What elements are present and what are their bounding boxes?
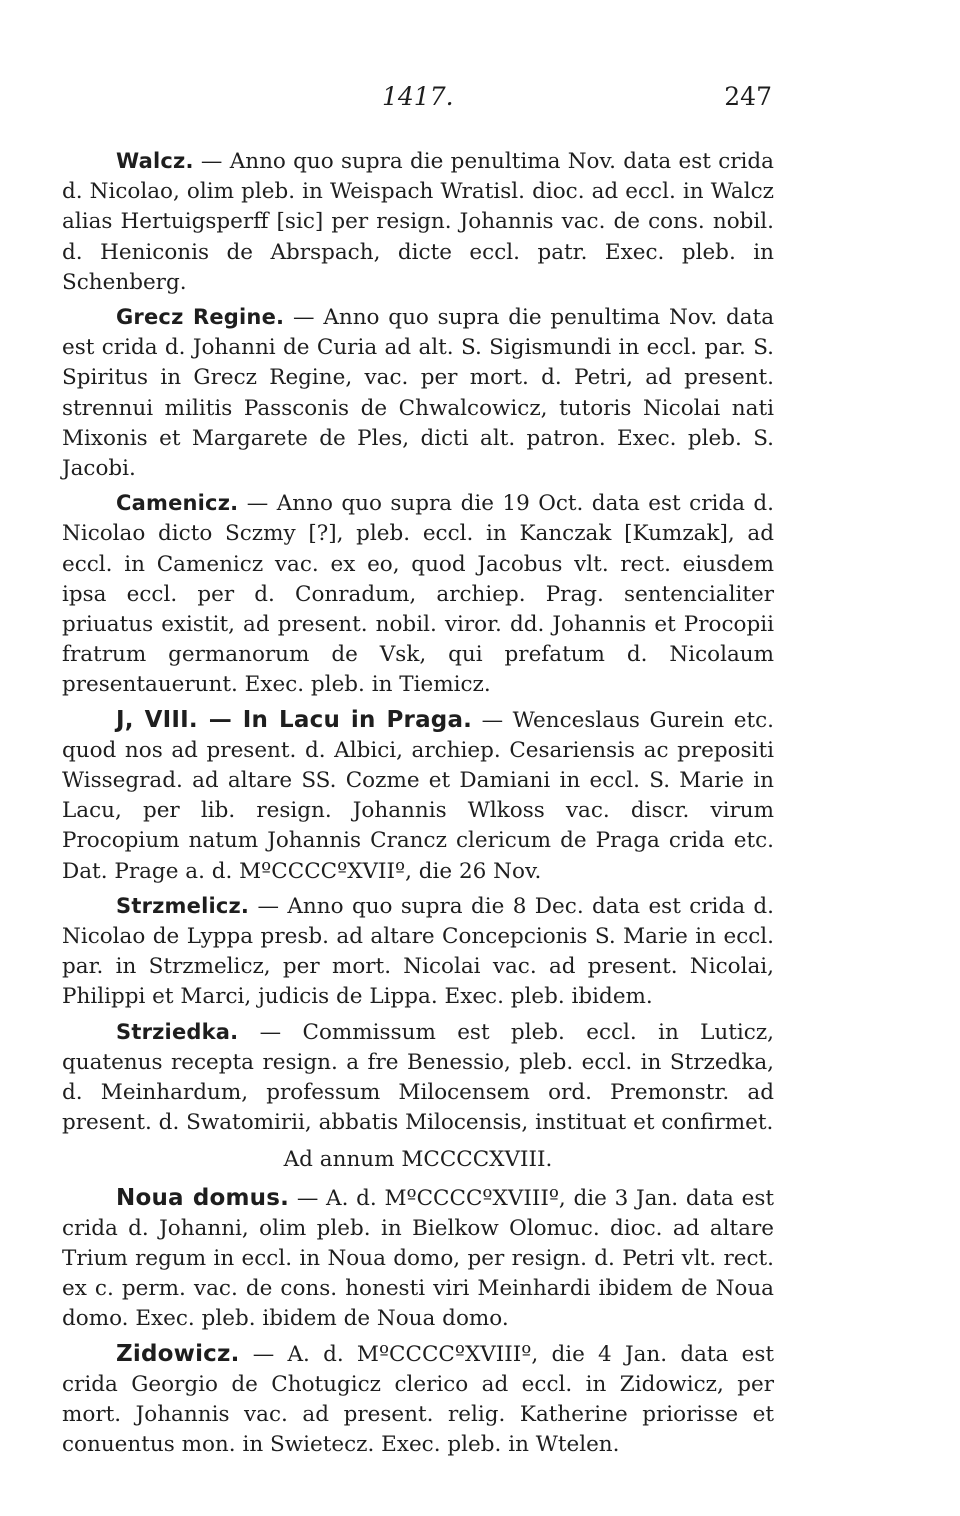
entry-zidowicz bbox=[62, 1339, 774, 1461]
headword: Grecz Regine. bbox=[116, 305, 285, 330]
headword: Camenicz. bbox=[116, 491, 239, 516]
headword: J, VIII. — In Lacu in Praga. bbox=[116, 706, 473, 733]
entry-text: — Wenceslaus Gurein etc. quod nos ad present. d. Albici, archiep. Cesariensis ac prepositi Wissegrad. ad altare SS. Cozme et Damiani in eccl. S. Marie in Lacu, per lib. resign. Johannis Wlkoss vac. discr. virum Procopium natum Johannis Crancz clericum de Praga crida etc. Dat. Prage a. d. MºCCCCºXVIIº, die 26 Nov. bbox=[62, 707, 774, 884]
entry-in-lacu bbox=[62, 705, 774, 887]
header-year: 1417. bbox=[382, 82, 454, 111]
entry-text: — A. d. MºCCCCºXVIIIº, die 3 Jan. data est crida d. Johanni, olim pleb. in Bielkow Olomuc. dioc. ad altare Trium regum in eccl. in Noua domo, per resign. d. Petri vlt. rect. ex c. perm. vac. de cons. honesti viri Meinhardi ibidem de Noua domo. Exec. pleb. ibidem de Noua domo. bbox=[62, 1185, 775, 1332]
entry-text: — Anno quo supra die penultima Nov. data est crida d. Nicolao, olim pleb. in Weispach Wratisl. dioc. ad eccl. in Walcz alias Hertuigsperff [sic] per resign. Johannis vac. de cons. nobil. d. Heniconis de Abrspach, dicte eccl. patr. Exec. pleb. in Schenberg. bbox=[62, 149, 774, 295]
headword: Noua domus. bbox=[116, 1184, 290, 1211]
entry-text: — A. d. MºCCCCºXVIIIº, die 4 Jan. data est crida Georgio de Chotugicz clerico ad eccl. in Zidowicz, per mort. Johannis vac. ad present. relig. Katherine priorisse et conuentus mon. in Swietecz. Exec. pleb. in Wtelen. bbox=[62, 1341, 774, 1458]
headword: Zidowicz. bbox=[116, 1340, 240, 1367]
headword: Strzmelicz. bbox=[116, 893, 250, 918]
headword: Strziedka. bbox=[116, 1019, 239, 1044]
entry-text: — Anno quo supra die penultima Nov. data est crida d. Johanni de Curia ad alt. S. Sigismundi in eccl. par. S. Spiritus in Grecz Regine, vac. per mort. d. Petri, ad present. strennui militis Passconis de Chwalcowicz, tutoris Nicolai nati Mixonis et Margarete de Ples, dicti alt. patron. Exec. pleb. S. Jacobi. bbox=[62, 305, 775, 482]
document-body bbox=[62, 146, 774, 1464]
entry-noua-domus bbox=[62, 1183, 774, 1335]
entry-text: — Commissum est pleb. eccl. in Luticz, quatenus recepta resign. a fre Benessio, pleb. eccl. in Strzedka, d. Meinhardum, professum Milocensem ord. Premonstr. ad present. d. Swatomirii, abbatis Milocensis, instituat et confirmet. bbox=[62, 1019, 774, 1136]
entry-text: — Anno quo supra die 19 Oct. data est crida d. Nicolao dicto Sczmy [?], pleb. eccl. in Kanczak [Kumzak], ad eccl. in Camenicz vac. ex eo, quod Jacobus vlt. rect. eiusdem ipsa eccl. per d. Conradum, archiep. Prag. sentencialiter priuatus existit, ad present. nobil. viror. dd. Johannis et Procopii fratrum germanorum de Vsk, qui prefatum d. Nicolaum presentauerunt. Exec. pleb. in Tiemicz. bbox=[62, 491, 774, 698]
headword: Walcz. bbox=[116, 149, 194, 173]
entry-grecz-regine bbox=[62, 302, 774, 484]
entry-text: — Anno quo supra die 8 Dec. data est crida d. Nicolao de Lyppa presb. ad altare Concepcionis S. Marie in eccl. par. in Strzmelicz, per mort. Nicolai vac. ad present. Nicolai, Philippi et Marci, judicis de Lippa. Exec. pleb. ibidem. bbox=[62, 893, 774, 1010]
entry-strzmelicz bbox=[62, 891, 774, 1013]
section-title: Ad annum MCCCCXVIII. bbox=[283, 1146, 553, 1172]
entry-strziedka bbox=[62, 1017, 774, 1139]
page-number: 247 bbox=[724, 82, 772, 111]
entry-camenicz bbox=[62, 488, 774, 700]
entry-walcz bbox=[62, 146, 774, 298]
page-header bbox=[62, 82, 772, 122]
